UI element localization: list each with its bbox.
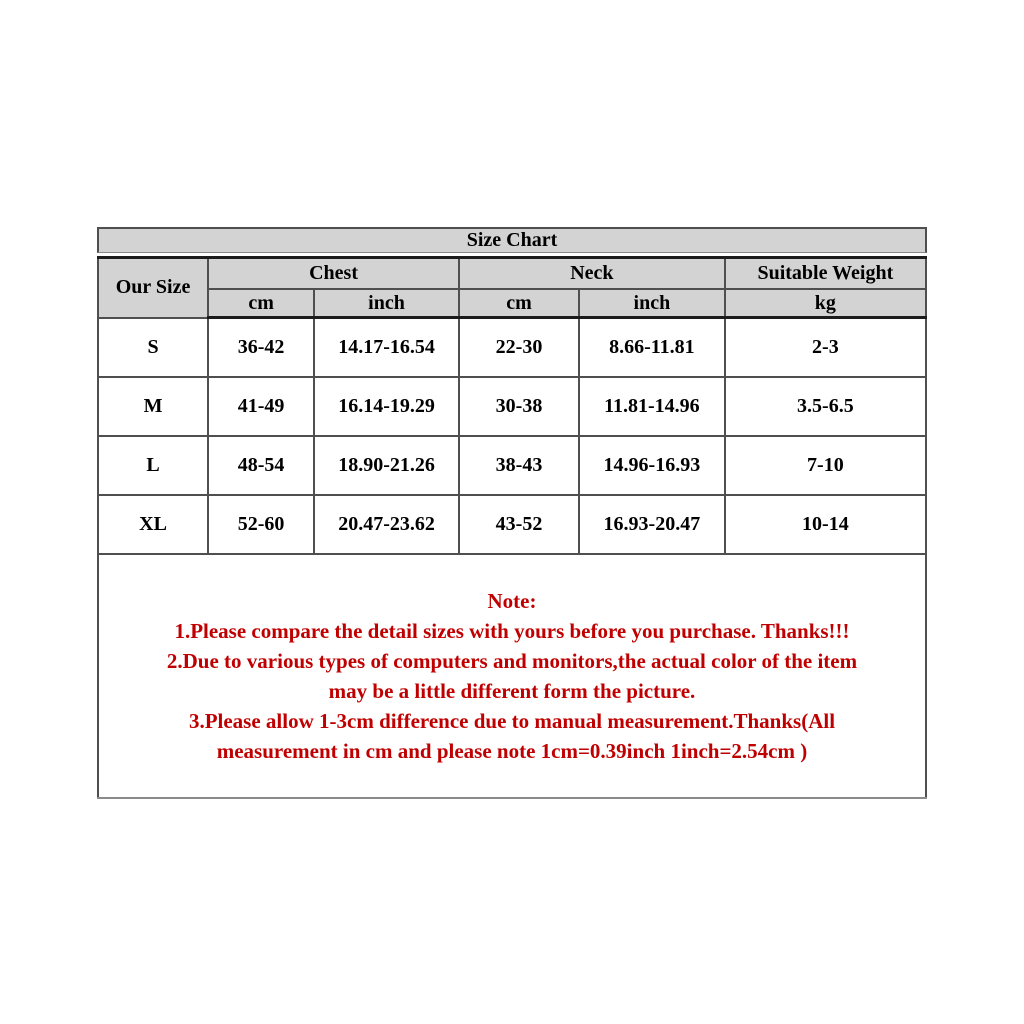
cell-chest-cm: 52-60 — [208, 495, 314, 554]
table-header — [98, 258, 926, 318]
col-header-neck-inch: inch — [579, 289, 725, 318]
cell-neck-inch: 14.96-16.93 — [579, 436, 725, 495]
size-chart-table — [97, 256, 927, 799]
cell-chest-cm: 41-49 — [208, 377, 314, 436]
note-line-3-cont: measurement in cm and please note 1cm=0.39inch 1inch=2.54cm ) — [216, 739, 808, 763]
cell-neck-cm: 30-38 — [459, 377, 579, 436]
cell-neck-cm: 38-43 — [459, 436, 579, 495]
cell-weight-kg: 2-3 — [725, 318, 926, 378]
cell-chest-inch: 18.90-21.26 — [314, 436, 459, 495]
table-row-xl — [98, 495, 926, 554]
cell-neck-inch: 8.66-11.81 — [579, 318, 725, 378]
col-header-our-size: Our Size — [98, 258, 208, 318]
size-chart-title: Size Chart — [97, 227, 927, 253]
cell-chest-cm: 36-42 — [208, 318, 314, 378]
cell-weight-kg: 7-10 — [725, 436, 926, 495]
header-group-row — [98, 258, 926, 290]
cell-chest-inch: 16.14-19.29 — [314, 377, 459, 436]
note-block — [99, 555, 925, 797]
table-row-s — [98, 318, 926, 378]
col-header-chest-inch: inch — [314, 289, 459, 318]
header-units-row — [98, 289, 926, 318]
col-header-suitable-weight: Suitable Weight — [725, 258, 926, 290]
cell-size: XL — [98, 495, 208, 554]
cell-size: S — [98, 318, 208, 378]
cell-neck-cm: 22-30 — [459, 318, 579, 378]
cell-neck-cm: 43-52 — [459, 495, 579, 554]
table-row-l — [98, 436, 926, 495]
col-header-chest-cm: cm — [208, 289, 314, 318]
cell-weight-kg: 10-14 — [725, 495, 926, 554]
cell-weight-kg: 3.5-6.5 — [725, 377, 926, 436]
cell-neck-inch: 11.81-14.96 — [579, 377, 725, 436]
note-line-3: 3.Please allow 1-3cm difference due to manual measurement.Thanks(All — [188, 709, 836, 733]
note-line-1: 1.Please compare the detail sizes with yours before you purchase. Thanks!!! — [174, 619, 850, 643]
cell-chest-cm: 48-54 — [208, 436, 314, 495]
note-cell — [98, 554, 926, 798]
cell-chest-inch: 20.47-23.62 — [314, 495, 459, 554]
col-header-neck: Neck — [459, 258, 725, 290]
table-row-m — [98, 377, 926, 436]
cell-neck-inch: 16.93-20.47 — [579, 495, 725, 554]
col-header-neck-cm: cm — [459, 289, 579, 318]
size-chart-container — [97, 227, 927, 799]
note-line-2-cont: may be a little different form the picture. — [328, 679, 696, 703]
note-row — [98, 554, 926, 798]
cell-chest-inch: 14.17-16.54 — [314, 318, 459, 378]
col-header-chest: Chest — [208, 258, 459, 290]
col-header-weight-kg: kg — [725, 289, 926, 318]
cell-size: L — [98, 436, 208, 495]
note-heading: Note: — [487, 589, 537, 613]
note-line-2: 2.Due to various types of computers and monitors,the actual color of the item — [166, 649, 858, 673]
cell-size: M — [98, 377, 208, 436]
